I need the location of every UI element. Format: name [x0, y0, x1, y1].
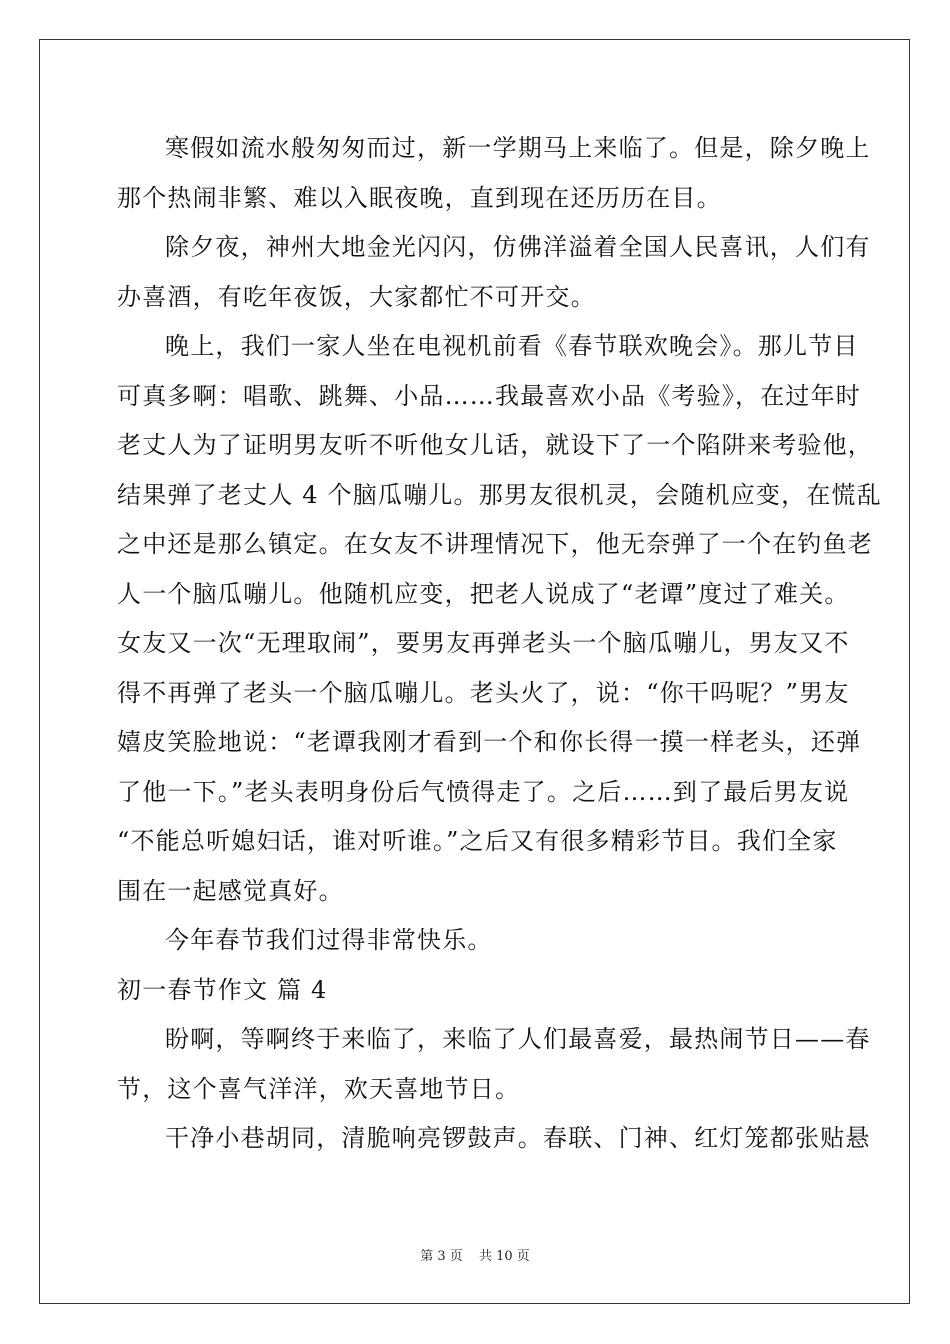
text-line: 今年春节我们过得非常快乐。 [165, 926, 493, 954]
text-line: 嬉皮笑脸地说：“老谭我刚才看到一个和你长得一摸一样老头，还弹 [117, 728, 862, 756]
text-line: 人一个脑瓜嘣儿。他随机应变，把老人说成了“老谭”度过了难关。 [117, 579, 850, 608]
text-line: 之中还是那么镇定。在女友不讲理情况下，他无奈弹了一个在钓鱼老 [117, 530, 873, 558]
text-line: “不能总听媳妇话，谁对听谁。”之后又有很多精彩节目。我们全家 [117, 827, 838, 855]
text-line: 办喜酒，有吃年夜饭，大家都忙不可开交。 [117, 282, 596, 311]
text-line: 盼啊，等啊终于来临了，来临了人们最喜爱，最热闹节日——春 [165, 1025, 871, 1053]
text-line: 围在一起感觉真好。 [117, 876, 344, 905]
text-line: 晚上，我们一家人坐在电视机前看《春节联欢晚会》。那儿节目 [165, 332, 859, 360]
section-heading: 初一春节作文 篇 4 [117, 975, 328, 1004]
text-line: 寒假如流水般匆匆而过，新一学期马上来临了。但是，除夕晚上 [165, 134, 871, 162]
text-line: 了他一下。”老头表明身份后气愤得走了。之后……到了最后男友说 [117, 777, 850, 806]
text-line: 干净小巷胡同，清脆响亮锣鼓声。春联、门神、红灯笼都张贴悬 [165, 1124, 871, 1152]
text-line: 结果弹了老丈人 4 个脑瓜嘣儿。那男友很机灵，会随机应变，在慌乱 [117, 480, 882, 509]
text-line: 老丈人为了证明男友听不听他女儿话，就设下了一个陷阱来考验他， [117, 431, 873, 459]
text-line: 可真多啊：唱歌、跳舞、小品……我最喜欢小品《考验》，在过年时 [117, 381, 861, 410]
text-line: 得不再弹了老头一个脑瓜嘣儿。老头火了，说：“你干吗呢？”男友 [117, 678, 850, 707]
document-body [117, 124, 882, 1164]
page-footer [0, 1245, 950, 1264]
text-line: 节，这个喜气洋洋，欢天喜地节日。 [117, 1074, 521, 1103]
text-line: 除夕夜，神州大地金光闪闪，仿佛洋溢着全国人民喜讯，人们有 [165, 233, 871, 261]
page-total: 共 10 页 [478, 1249, 530, 1264]
text-line: 那个热闹非繁、难以入眠夜晚，直到现在还历历在目。 [117, 183, 722, 212]
text-line: 女友又一次“无理取闹”，要男友再弹老头一个脑瓜嘣儿，男友又不 [117, 629, 850, 657]
page-number: 第 3 页 [420, 1249, 463, 1264]
